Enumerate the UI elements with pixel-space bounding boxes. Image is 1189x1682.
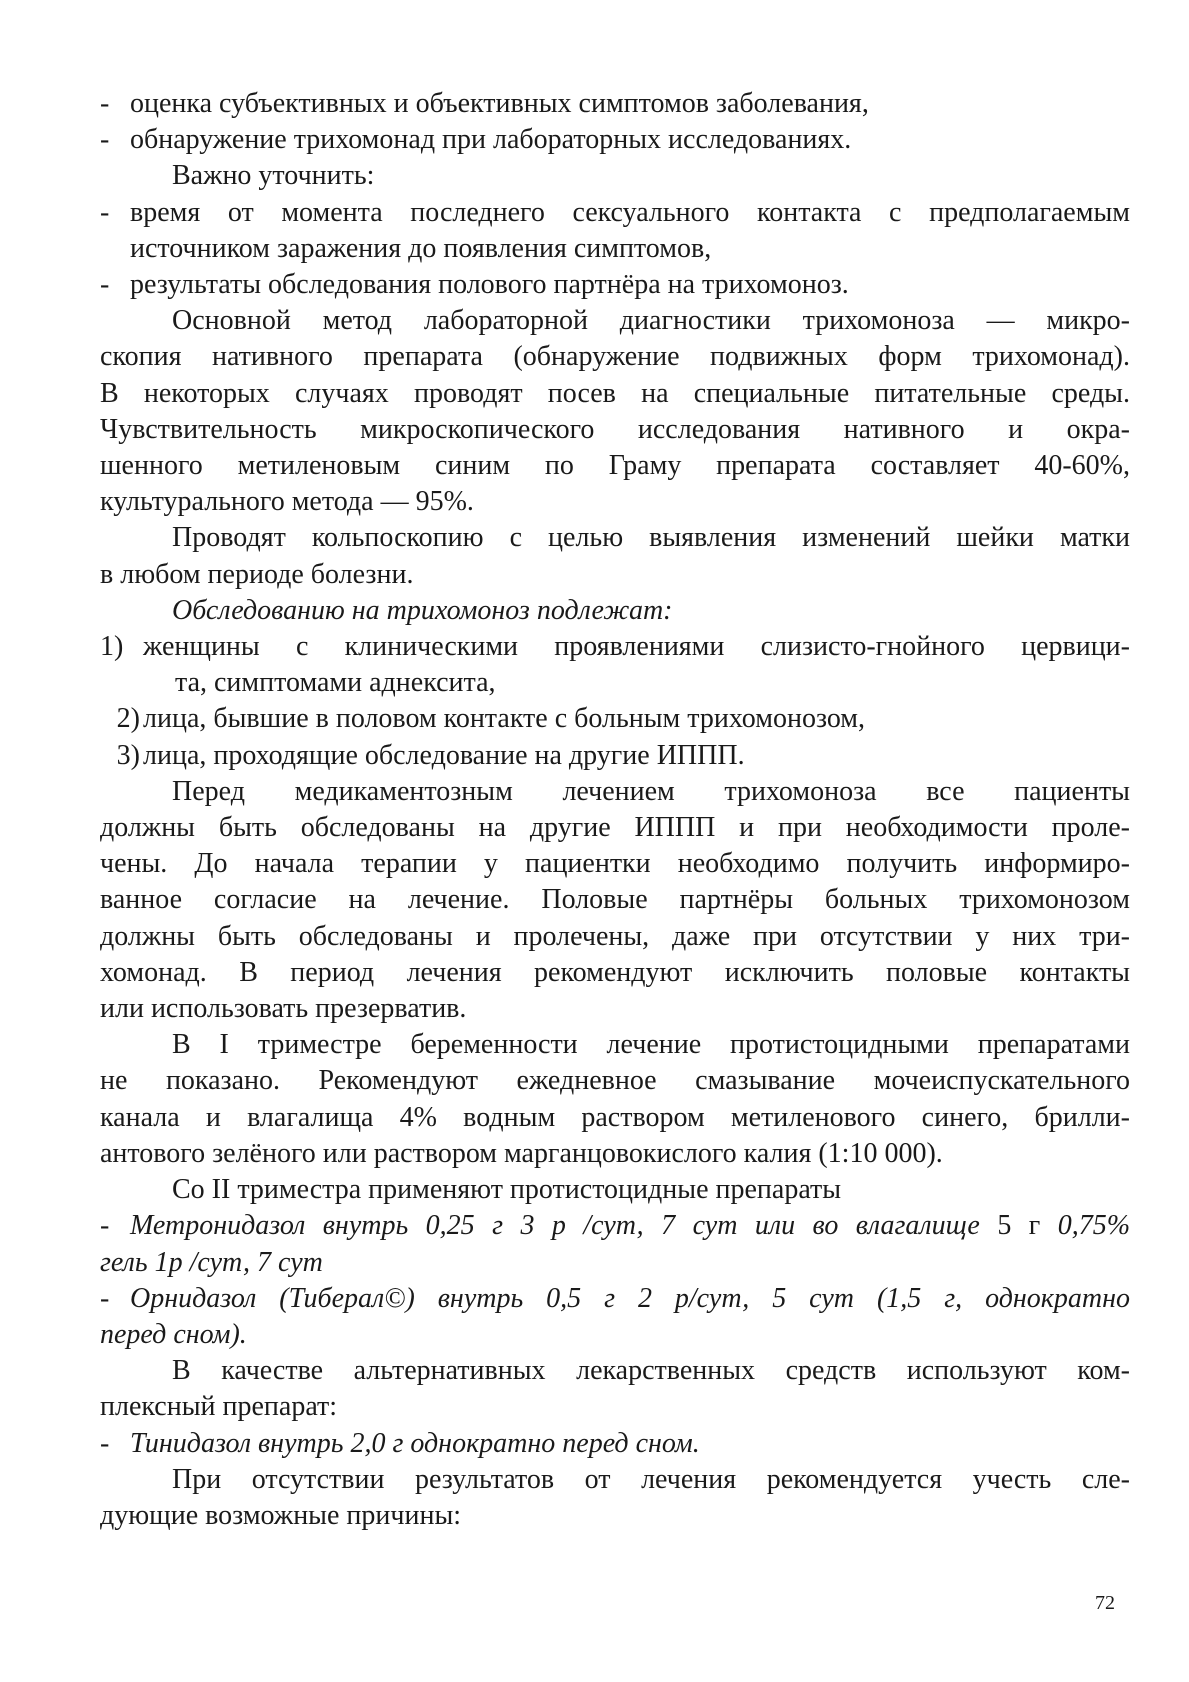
paragraph-line: Основной метод лабораторной диагностики трихомоноза — микро- (172, 305, 1130, 337)
paragraph-line: канала и влагалища 4% водным раствором метиленового синего, брилли- (100, 1101, 1130, 1133)
numbered-item (100, 738, 1130, 774)
paragraph-line: В некоторых случаях проводят посев на специальные питательные среды. (100, 377, 1130, 409)
paragraph-line: чены. До начала терапии у пациентки необходимо получить информиро- (100, 848, 1130, 880)
paragraph-line: Чувствительность микроскопического исследования нативного и окра- (100, 413, 1130, 445)
paragraph-line: скопия нативного препарата (обнаружение подвижных форм трихомонад). (100, 341, 1130, 373)
numbered-item (100, 701, 1130, 737)
drug-text: Метронидазол внутрь 0,25 г 3 р /сут, 7 сут или во влагалище (130, 1210, 980, 1242)
paragraph-line: ванное согласие на лечение. Половые партнёры больных трихомонозом (100, 884, 1130, 916)
item-text: лица, бывшие в половом контакте с больным трихомонозом, (143, 703, 866, 735)
paragraph-line: должны быть обследованы на другие ИППП и при необходимости проле- (100, 812, 1130, 844)
drug-item (100, 1208, 1130, 1244)
page-number: 72 (1095, 1592, 1115, 1614)
paragraph-line: или использовать презерватив. (100, 993, 467, 1025)
drug-continuation: гель 1р /сут, 7 сут (100, 1246, 323, 1278)
section-heading: Обследованию на трихомоноз подлежат: (172, 594, 673, 626)
paragraph-line: шенного метиленовым синим по Граму препарата составляет 40-60%, (100, 450, 1130, 482)
paragraph-line: плексный препарат: (100, 1391, 338, 1423)
item-text: женщины с клиническими проявлениями слизисто-гнойного цервици- (143, 631, 1130, 663)
paragraph-line: хомонад. В период лечения рекомендуют исключить половые контакты (100, 956, 1130, 988)
bullet-item: - время от момента последнего сексуального контакта с предполагаемым (100, 195, 1130, 231)
paragraph-line: в любом периоде болезни. (100, 558, 414, 590)
numbered-continuation: та, симптомами аднексита, (175, 667, 496, 699)
paragraph-line: Важно уточнить: (172, 160, 375, 192)
paragraph-line: дующие возможные причины: (100, 1499, 462, 1531)
paragraph-line: должны быть обследованы и пролечены, даже при отсутствии у них три- (100, 920, 1130, 952)
drug-item: - Тинидазол внутрь 2,0 г однократно перед сном. (100, 1426, 1130, 1462)
paragraph-line: антового зелёного или раствором марганцовокислого калия (1:10 000). (100, 1137, 943, 1169)
item-text: лица, проходящие обследование на другие ИППП. (143, 739, 745, 771)
paragraph-line: культурального метода — 95%. (100, 486, 474, 518)
paragraph-line: При отсутствии результатов от лечения рекомендуется учесть сле- (172, 1463, 1130, 1495)
bullet-item: - результаты обследования полового партнёра на трихомоноз. (100, 267, 1130, 303)
paragraph-line: Проводят кольпоскопию с целью выявления изменений шейки матки (172, 522, 1130, 554)
bullet-continuation: источником заражения до появления симптомов, (130, 232, 712, 264)
drug-text: 0,75% (1057, 1210, 1131, 1242)
paragraph-line: Со II триместра применяют протистоцидные препараты (172, 1174, 842, 1206)
bullet-item: - оценка субъективных и объективных симптомов заболевания, (100, 86, 1130, 122)
page-text (100, 86, 1130, 1534)
paragraph-line: не показано. Рекомендуют ежедневное смазывание мочеиспускательного (100, 1065, 1130, 1097)
paragraph-line: В I триместре беременности лечение протистоцидными препаратами (172, 1029, 1130, 1061)
drug-continuation: перед сном). (100, 1318, 247, 1350)
item-number: 3) (116, 739, 140, 771)
drug-dose: 5 г (997, 1210, 1041, 1242)
item-number: 2) (116, 703, 140, 735)
paragraph-line: Перед медикаментозным лечением трихомоноза все пациенты (172, 775, 1130, 807)
item-number: 1) (100, 631, 124, 663)
paragraph-line: В качестве альтернативных лекарственных средств используют ком- (172, 1355, 1130, 1387)
numbered-item (100, 629, 1130, 665)
bullet-item: - обнаружение трихомонад при лабораторных исследованиях. (100, 122, 1130, 158)
drug-item: - Орнидазол (Тиберал©) внутрь 0,5 г 2 р/сут, 5 сут (1,5 г, однократно (100, 1281, 1130, 1317)
